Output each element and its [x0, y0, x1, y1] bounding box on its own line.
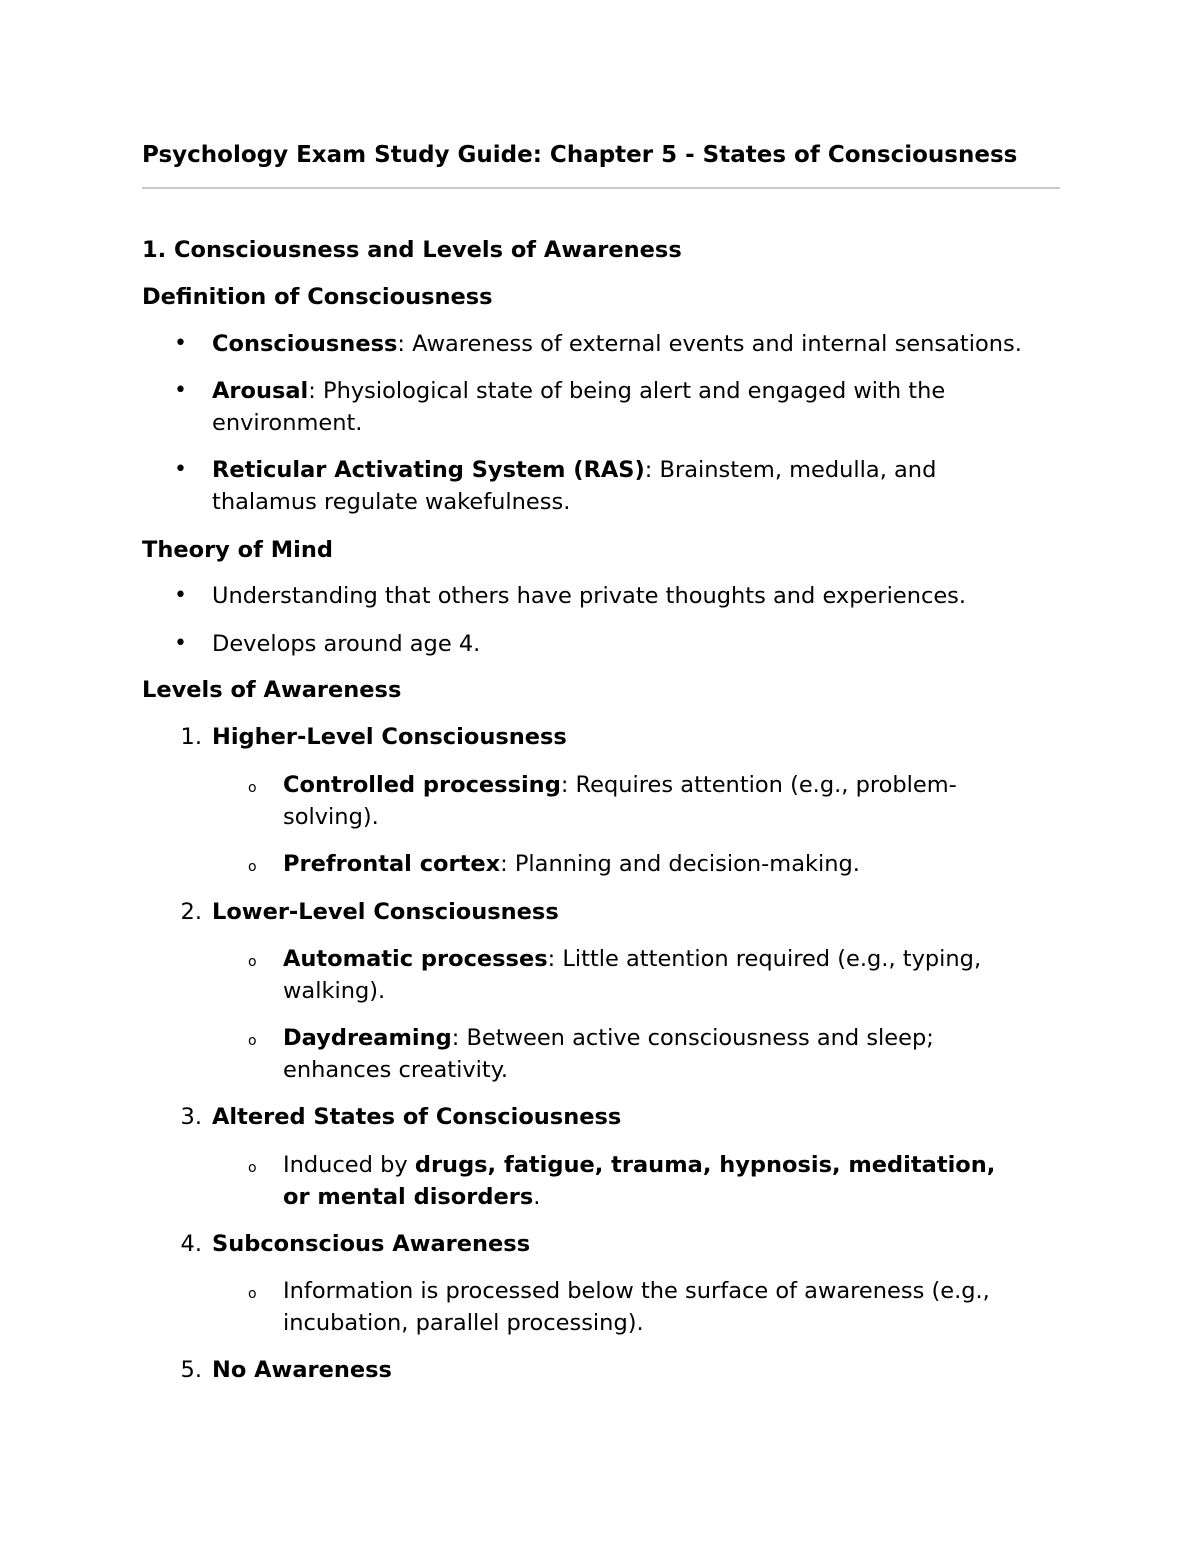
description-suffix: . — [533, 1184, 541, 1210]
list-item — [212, 328, 1022, 360]
level-label: Lower-Level Consciousness — [212, 899, 559, 925]
subheading-theory-of-mind: Theory of Mind — [142, 537, 333, 563]
description: : Awareness of external events and internal sensations. — [397, 331, 1022, 357]
term: Reticular Activating System (RAS) — [212, 457, 645, 483]
circle-bullet-icon: o — [248, 1286, 257, 1302]
list-number: 4. — [180, 1231, 202, 1257]
document-title: Psychology Exam Study Guide: Chapter 5 - States of Consciousness — [142, 142, 1018, 168]
sub-item — [283, 848, 860, 880]
term: drugs, fatigue, trauma, hypnosis, meditation, — [414, 1152, 996, 1178]
sub-item-continuation: enhances creativity. — [283, 1057, 508, 1083]
level-label: Subconscious Awareness — [212, 1231, 531, 1257]
term: Automatic processes — [283, 946, 548, 972]
list-number: 2. — [180, 899, 202, 925]
sub-item — [283, 1022, 934, 1054]
circle-bullet-icon: o — [248, 1160, 257, 1176]
description: : Planning and decision-making. — [500, 851, 860, 877]
description: : Brainstem, medulla, and — [644, 457, 937, 483]
subheading-definition: Definition of Consciousness — [142, 284, 493, 310]
term: Arousal — [212, 378, 309, 404]
bullet-icon: • — [174, 378, 187, 403]
level-label: Altered States of Consciousness — [212, 1104, 622, 1130]
term: Prefrontal cortex — [283, 851, 501, 877]
circle-bullet-icon: o — [248, 780, 257, 796]
list-number: 3. — [180, 1104, 202, 1130]
bullet-icon: • — [174, 457, 187, 482]
level-label: Higher-Level Consciousness — [212, 724, 567, 750]
subheading-levels: Levels of Awareness — [142, 677, 402, 703]
sub-item — [283, 943, 981, 975]
description: : Physiological state of being alert and engaged with the — [308, 378, 946, 404]
list-item: Understanding that others have private thoughts and experiences. — [212, 583, 967, 609]
term: or mental disorders — [283, 1184, 534, 1210]
bullet-icon: • — [174, 331, 187, 356]
list-item: Develops around age 4. — [212, 631, 481, 657]
section-heading: 1. Consciousness and Levels of Awareness — [142, 237, 682, 263]
bullet-icon: • — [174, 631, 187, 656]
circle-bullet-icon: o — [248, 859, 257, 875]
sub-item-continuation: solving). — [283, 804, 379, 830]
title-divider — [142, 187, 1060, 189]
sub-item — [283, 1149, 995, 1181]
sub-item: Information is processed below the surface of awareness (e.g., — [283, 1278, 990, 1304]
term: Consciousness — [212, 331, 398, 357]
description: : Little attention required (e.g., typing, — [547, 946, 982, 972]
list-number: 5. — [180, 1357, 202, 1383]
bullet-icon: • — [174, 583, 187, 608]
description: : Between active consciousness and sleep; — [451, 1025, 934, 1051]
description-prefix: Induced by — [283, 1152, 415, 1178]
list-item-continuation: environment. — [212, 410, 363, 436]
term: Daydreaming — [283, 1025, 452, 1051]
sub-item-continuation: incubation, parallel processing). — [283, 1310, 644, 1336]
term: Controlled processing — [283, 772, 561, 798]
list-item — [212, 375, 945, 407]
level-label: No Awareness — [212, 1357, 392, 1383]
description: : Requires attention (e.g., problem- — [560, 772, 957, 798]
list-number: 1. — [180, 724, 202, 750]
sub-item-continuation — [283, 1181, 540, 1213]
circle-bullet-icon: o — [248, 954, 257, 970]
sub-item-continuation: walking). — [283, 978, 386, 1004]
list-item-continuation: thalamus regulate wakefulness. — [212, 489, 571, 515]
list-item — [212, 454, 936, 486]
circle-bullet-icon: o — [248, 1033, 257, 1049]
sub-item — [283, 769, 957, 801]
